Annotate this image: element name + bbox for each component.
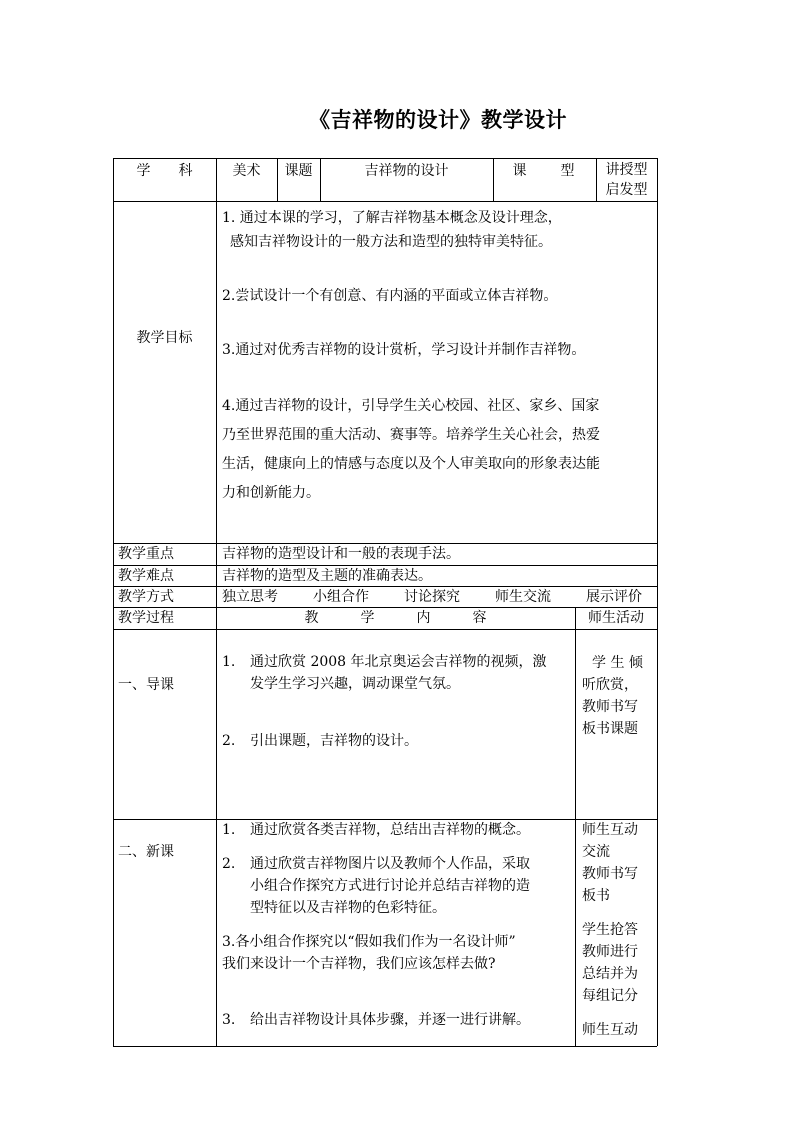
objective-item-4-line-2: 乃至世界范围的重大活动、赛事等。培养学生关心社会，热爱 bbox=[222, 427, 600, 443]
section-2-activity-line-2: 交流 bbox=[582, 844, 610, 860]
section-2-item-2 bbox=[222, 853, 574, 919]
section-2-item-4-text: 给出吉祥物设计具体步骤，并逐一进行讲解。 bbox=[250, 1012, 530, 1028]
method-item: 师生交流 bbox=[495, 589, 551, 605]
key-point-label: 教学重点 bbox=[118, 546, 174, 562]
section-2-item-2-line-1: 通过欣赏吉祥物图片以及教师个人作品，采取 bbox=[250, 856, 530, 872]
list-number: 2. bbox=[222, 733, 236, 749]
section-2-item-1-text: 通过欣赏各类吉祥物，总结出吉祥物的概念。 bbox=[250, 822, 530, 838]
section-1-label: 一、导课 bbox=[118, 677, 174, 693]
section-2-item-3 bbox=[222, 931, 574, 975]
subject-label: 学 科 bbox=[136, 163, 193, 179]
section-2-activity-line-7: 总结并为 bbox=[582, 966, 638, 982]
methods-list bbox=[222, 587, 656, 607]
type-value bbox=[596, 160, 657, 200]
objectives-label: 教学目标 bbox=[136, 330, 193, 346]
objective-item-1-line-1: 1. 通过本课的学习，了解吉祥物基本概念及设计理念， bbox=[222, 210, 562, 226]
section-1-activity-line-4: 板书课题 bbox=[582, 721, 638, 737]
section-2-item-4 bbox=[222, 1009, 574, 1031]
type-value-line-2: 启发型 bbox=[605, 182, 648, 198]
method-item: 独立思考 bbox=[222, 589, 278, 605]
section-2-item-3-line-2: 我们来设计一个吉祥物，我们应该怎样去做? bbox=[222, 956, 496, 972]
difficulty-value: 吉祥物的造型及主题的准确表达。 bbox=[222, 568, 432, 584]
method-item: 小组合作 bbox=[313, 589, 369, 605]
subject-value: 美术 bbox=[232, 163, 261, 179]
section-1-activity-line-2: 听欣赏， bbox=[582, 677, 638, 693]
list-number: 1. bbox=[222, 822, 236, 838]
difficulty-label: 教学难点 bbox=[118, 568, 174, 584]
objective-item-4-line-3: 生活，健康向上的情感与态度以及个人审美取向的形象表达能 bbox=[222, 456, 600, 472]
list-number: 3. bbox=[222, 1012, 236, 1028]
list-number: 2. bbox=[222, 856, 236, 872]
section-2-content bbox=[222, 819, 574, 1031]
section-2-item-3-line-1: 3.各小组合作探究以“假如我们作为一名设计师” bbox=[222, 934, 516, 950]
section-1-activity-line-3: 教师书写 bbox=[582, 699, 638, 715]
section-2-activity-line-1: 师生互动 bbox=[582, 822, 638, 838]
process-label: 教学过程 bbox=[118, 610, 174, 626]
section-2-activity-line-5: 学生抢答 bbox=[582, 922, 638, 938]
list-number: 1. bbox=[222, 654, 236, 670]
section-2-item-2-line-2: 小组合作探究方式进行讨论并总结吉祥物的造 bbox=[250, 878, 530, 894]
type-label: 课 型 bbox=[512, 163, 577, 179]
section-2-activity-line-4: 板书 bbox=[582, 888, 610, 904]
methods-label: 教学方式 bbox=[118, 589, 174, 605]
table-row-divider bbox=[113, 201, 657, 202]
topic-value: 吉祥物的设计 bbox=[364, 163, 449, 179]
table-border-left bbox=[113, 158, 114, 1046]
section-1-activity bbox=[582, 652, 654, 740]
section-2-item-2-line-3: 型特征以及吉祥物的色彩特征。 bbox=[250, 900, 446, 916]
section-1-content bbox=[222, 651, 572, 752]
section-2-activity-line-9: 师生互动 bbox=[582, 1022, 638, 1038]
table-border-bottom bbox=[113, 1046, 657, 1047]
table-col-divider bbox=[216, 158, 217, 1046]
method-item: 讨论探究 bbox=[404, 589, 460, 605]
objective-item-2: 2.尝试设计一个有创意、有内涵的平面或立体吉祥物。 bbox=[222, 288, 558, 304]
objective-item-1-line-2: 感知吉祥物设计的一般方法和造型的独特审美特征。 bbox=[230, 234, 552, 250]
topic-label: 课题 bbox=[284, 163, 313, 179]
section-2-item-1 bbox=[222, 819, 574, 841]
objective-item-3: 3.通过对优秀吉祥物的设计赏析，学习设计并制作吉祥物。 bbox=[222, 342, 586, 358]
section-2-label: 二、新课 bbox=[118, 844, 174, 860]
objectives-content bbox=[222, 206, 654, 508]
document-title: 《吉祥物的设计》教学设计 bbox=[309, 107, 567, 132]
section-1-item-1-line-1: 通过欣赏 2008 年北京奥运会吉祥物的视频，激 bbox=[250, 654, 547, 670]
type-value-line-1: 讲授型 bbox=[605, 162, 648, 178]
section-1-item-2-text: 引出课题，吉祥物的设计。 bbox=[250, 733, 418, 749]
section-1-item-1-line-2: 发学生学习兴趣，调动课堂气氛。 bbox=[250, 676, 460, 692]
section-2-activity bbox=[582, 819, 654, 1041]
method-item: 展示评价 bbox=[586, 589, 642, 605]
objective-item-4-line-4: 力和创新能力。 bbox=[222, 485, 320, 501]
objective-item-4-line-1: 4.通过吉祥物的设计，引导学生关心校园、社区、家乡、国家 bbox=[222, 398, 600, 414]
section-1-item-1 bbox=[222, 651, 572, 695]
content-header: 教 学 内 容 bbox=[304, 610, 487, 626]
activity-header: 师生活动 bbox=[588, 610, 644, 626]
section-2-activity-line-3: 教师书写 bbox=[582, 866, 638, 882]
section-2-activity-line-8: 每组记分 bbox=[582, 988, 638, 1004]
table-col-divider bbox=[575, 607, 576, 1046]
table-border-top bbox=[113, 158, 657, 159]
section-2-activity-line-6: 教师进行 bbox=[582, 944, 638, 960]
key-point-value: 吉祥物的造型设计和一般的表现手法。 bbox=[222, 546, 460, 562]
section-1-item-2 bbox=[222, 730, 572, 752]
section-1-activity-line-1: 学 生 倾 bbox=[592, 655, 643, 671]
table-border-right bbox=[657, 158, 658, 1046]
